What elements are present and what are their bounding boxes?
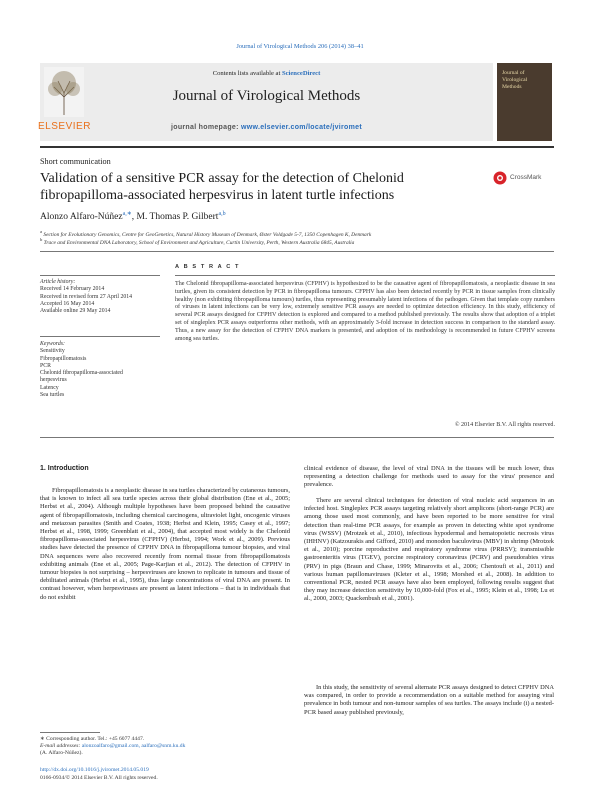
- intro-right-paragraph: There are several clinical techniques for detection of viral nucleic acid sequences in an infected host. Singleplex PCR assays targeting relatively short amplicons (short-range PCR) are among those used most commonly, and have been reported to be more sensitive for viral detection than real-time PCR assays, for example as proven in detecting white spot syndrome virus (WSSV) (Mrotzek et al., 2010), infectious hypodermal and hematopoietic necrosis virus (IHHNV) (Katzourakis and Gifford, 2010) and monodon baculovirus (MBV) in shrimp (Mrotzek et al., 2010); porcine reproductive and respiratory syndrome virus (PRRSV); transmissible gastroenteritis virus (TGEV), porcine respiratory coronavirus (PCRV) and pseudorabies virus (PRV) in pigs (Braun and Chase, 1999; Minarovits et al., 2006; Chentoufi et al., 2011) and various human papillomaviruses (Kleter et al., 1998; Morshed et al., 2008). In addition to conventional PCR, nested PCR assays have also been employed, following results suggest that they may increase detection sensitivity by 10,000-fold (Fox et al., 1995; Klein et al., 1998; Lu et al., 2000, 2003; Quackenbush et al., 2001).: [304, 497, 554, 603]
- affiliation: [40, 237, 354, 246]
- header-divider: [40, 146, 554, 148]
- affiliation-text: Section for Evolutionary Genomics, Centre for GeoGenetics, Natural History Museum of Denmark, Øster Voldgade 5-7, 1350 Copenhagen K, Denmark: [43, 231, 372, 238]
- crossmark-icon: [493, 171, 507, 185]
- section-type: Short communication: [40, 157, 111, 166]
- article-info-divider: [40, 275, 160, 276]
- homepage-link[interactable]: www.elsevier.com/locate/jviromet: [240, 124, 362, 131]
- crossmark-badge[interactable]: [493, 171, 555, 185]
- section-heading: 1. Introduction: [40, 465, 89, 472]
- history-item: Received 14 February 2014: [40, 286, 105, 293]
- history-item: Available online 29 May 2014: [40, 308, 111, 315]
- keywords-heading: Keywords:: [40, 341, 65, 347]
- journal-reference[interactable]: Journal of Virological Methods 206 (2014) 38–41: [236, 43, 364, 50]
- contents-prefix: Contents lists available at: [212, 70, 282, 77]
- email-line: [40, 743, 290, 750]
- author-name[interactable]: Alonzo Alfaro-Núñez: [40, 212, 123, 223]
- abstract-heading: A B S T R A C T: [175, 264, 241, 270]
- history-item: Received in revised form 27 April 2014: [40, 293, 133, 300]
- email-links[interactable]: alonzoalfaro@gmail.com, aalfaro@snm.ku.dk: [81, 743, 186, 749]
- keyword: Chelonid fibropapilloma-associated: [40, 370, 123, 377]
- intro-left-column: Fibropapillomatosis is a neoplastic disease in sea turtles characterized by cutaneous tumours, that is known to infect all sea turtle species across their global distribution (Ene et al., 2005; Herbst et al., 2004). Although multiple hypotheses have been proposed behind the causative agent of fibropapillomatosis, including chemical carcinogens, ultraviolet light, oncogenic viruses and metazoan parasites (Smith and Coates, 1938; Herbst and Klein, 1995; Casey et al., 1997; Herbst et al., 1998, 1999; Greenblatt et al., 2004), that accepted most widely is the Chelonid fibropapilloma-associated herpesvirus (CFPHV) (Herbst, 1994; Work et al., 2009). Previous studies have detected the presence of CFPHV DNA in fibropapilloma tumour biopsies, and viral DNA sequences were also recovered recently from normal tissue from fibropapillomatosis exhibiting animals (Ene et al., 2005; Page-Karjian et al., 2012). The detection of CFPHV in tumour biopsies is not surprising – herpesviruses are known to replicate in tumours and tissue of debilitated animals (Herbst et al., 1995), thus large concentrations of viral DNA are present. In contrast however, when herpesviruses are present as latent infections – that is in individuals that do not exhibit: [40, 487, 290, 601]
- author-separator: ,: [131, 212, 137, 223]
- email-names: (A. Alfaro-Núñez).: [40, 750, 83, 756]
- intro-right-paragraph: clinical evidence of disease, the level of viral DNA in the tissues will be much lower, thus representing a detection challenge for methods used to assay for the virus' presence and prevalence.: [304, 465, 554, 489]
- doi-link[interactable]: http://dx.doi.org/10.1016/j.jviromet.2014.05.019: [40, 767, 149, 773]
- article-history: [40, 279, 160, 315]
- author-marks[interactable]: a,b: [218, 211, 226, 217]
- email-label: E-mail addresses:: [40, 743, 82, 749]
- keyword: herpesvirus: [40, 377, 67, 384]
- issn-copyright: 0166-0934/© 2014 Elsevier B.V. All rights reserved.: [40, 775, 158, 781]
- keyword: Fibropapillomatosis: [40, 355, 87, 362]
- journal-title: Journal of Virological Methods: [172, 88, 361, 104]
- contents-line: [40, 70, 493, 77]
- homepage-line: [40, 124, 493, 131]
- footnote-block: [40, 736, 290, 757]
- crossmark-label: CrossMark: [510, 174, 542, 181]
- abstract-end-divider: [40, 437, 554, 438]
- corresponding-author: ∗ Corresponding author. Tel.: +45 6077 4447.: [40, 736, 145, 742]
- homepage-label: journal homepage:: [171, 124, 241, 131]
- footnote-divider: [40, 732, 100, 733]
- history-heading: Article history:: [40, 279, 76, 285]
- affiliation-text: Trace and Environmental DNA Laboratory, School of Environment and Agriculture, Curtin University, Perth, Western Australia 6845, Australia: [43, 239, 355, 246]
- keyword: Latency: [40, 384, 59, 391]
- affiliation-mark: a: [40, 229, 43, 234]
- keywords-block: [40, 341, 160, 399]
- sciencedirect-link[interactable]: ScienceDirect: [281, 70, 321, 77]
- abstract-text: The Chelonid fibropapilloma-associated herpesvirus (CFPHV) is hypothesized to be the causative agent of fibropapillomatosis, a neoplastic disease in sea turtles, given its consistent detection by PCR in fibropapilloma tumours. CFPHV has also been detected recently by PCR in tissue samples from clinically healthy (non exhibiting fibropapilloma tumours) turtles, thus representing presumably latent infections of the pathogen. Given that template copy numbers of viruses in latent infections can be very low, extremely sensitive PCR assays are needed to optimize detection efficiency. In this study, efficiency of several PCR assays designed for CFPHV detection is explored and compared to a method published previously. The results show that adoption of a triplet set of singleplex PCR assays outperforms other methods, with an approximately 3-fold increase in detection success in comparison to the standard assay. Thus, a new assay for the detection of CFPHV DNA markers is presented, and adoption of its methodology is recommended in future CFPHV screens among sea turtles.: [175, 281, 555, 342]
- abstract-divider: [175, 275, 555, 276]
- author-list: [40, 210, 226, 222]
- publisher-logo-text: ELSEVIER: [38, 121, 91, 132]
- keywords-divider: [40, 336, 160, 337]
- history-item: Accepted 16 May 2014: [40, 300, 95, 307]
- keyword: Sensitivity: [40, 348, 65, 355]
- affiliation-mark: b: [40, 237, 43, 242]
- abstract-copyright: © 2014 Elsevier B.V. All rights reserved.: [454, 422, 555, 428]
- author-name[interactable]: M. Thomas P. Gilbert: [136, 212, 219, 223]
- section-divider: [40, 251, 554, 252]
- intro-right-paragraph: In this study, the sensitivity of several alternate PCR assays designed to detect CFPHV DNA was compared, in order to provide a recommendation on a suitable method for assaying viral prevalence in both tumour and non-tumour samples of sea turtles. The assays include (i) a nested-PCR based assay published previously,: [304, 684, 554, 716]
- author-marks[interactable]: a,∗: [122, 211, 132, 217]
- keyword: Sea turtles: [40, 392, 65, 399]
- journal-cover-title: Journal of Virological Methods: [502, 70, 528, 90]
- article-title: Validation of a sensitive PCR assay for the detection of Chelonid fibropapilloma-associated herpesvirus in latent turtle infections: [40, 171, 404, 203]
- keyword: PCR: [40, 362, 51, 369]
